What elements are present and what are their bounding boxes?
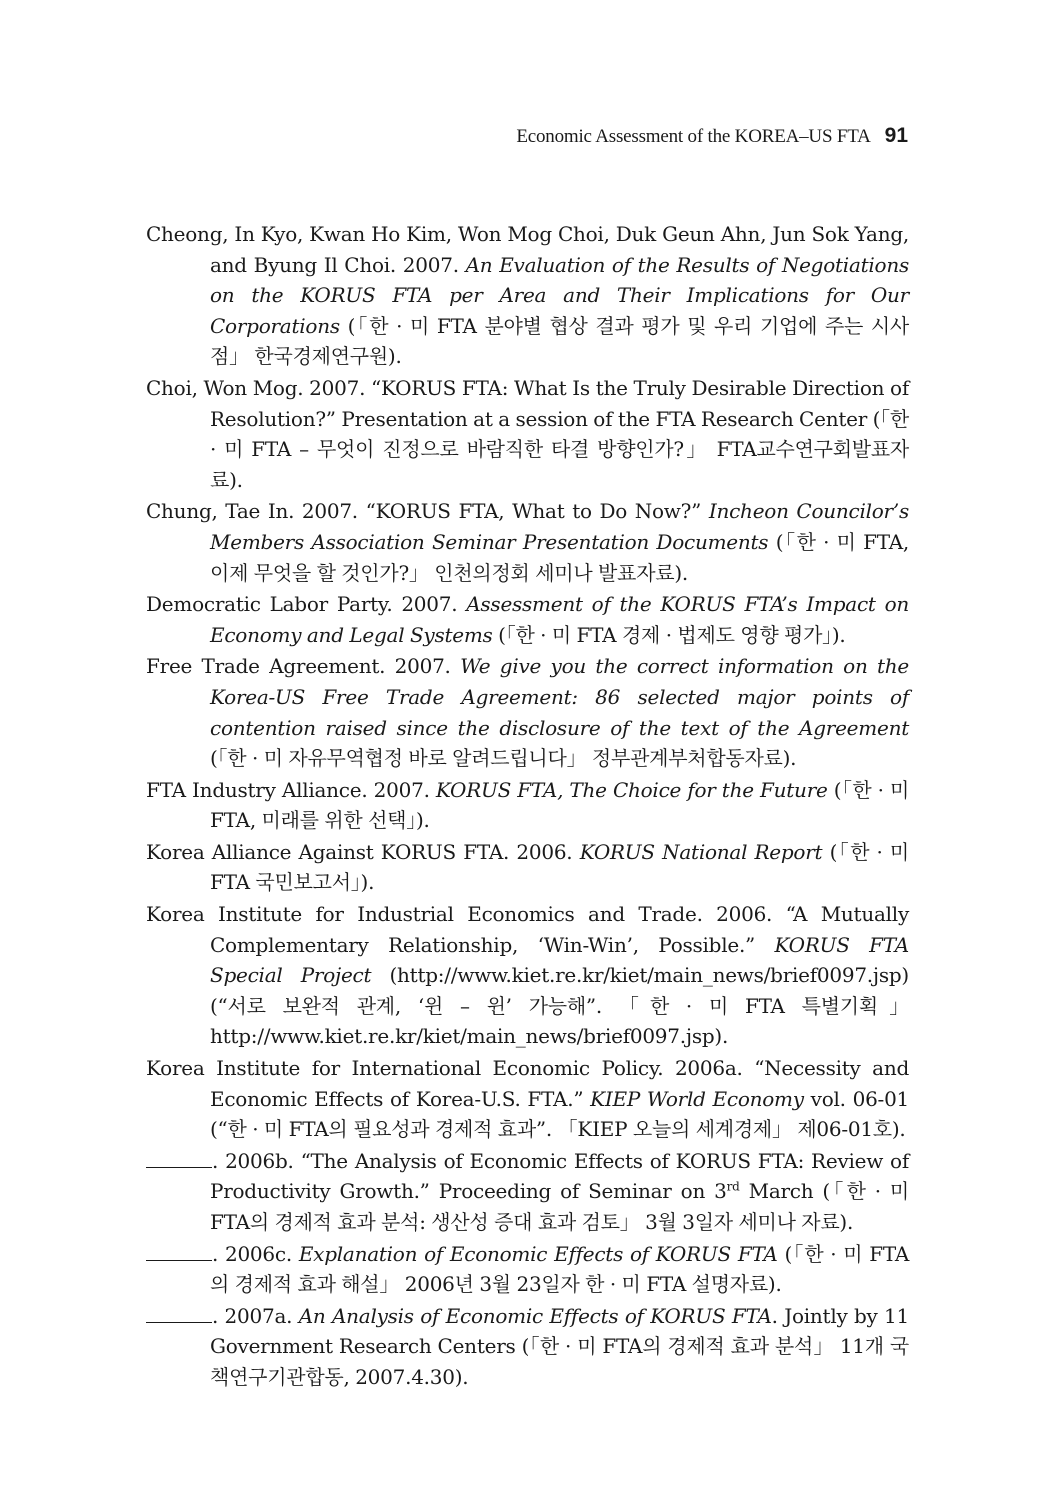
reference-entry [146, 589, 909, 650]
reference-title: An Analysis of Economic Effects of KORUS FTA [298, 1303, 772, 1328]
reference-details: vol. 06-01 (“한 · 미 FTA의 필요성과 경제적 효과”. 「KIEP 오늘의 세계경제」 제06-01호). [210, 1086, 910, 1142]
reference-author: Cheong, In Kyo, Kwan Ho Kim, Won Mog Choi, Duk Geun Ahn, Jun Sok Yang, and Byung Il Choi. 2007. [146, 222, 909, 277]
reference-entry [146, 837, 909, 898]
reference-author: Chung, Tae In. 2007. “KORUS FTA, What to Do Now?” [146, 499, 709, 524]
repeated-author-dash [146, 1302, 212, 1323]
reference-author: Korea Institute for International Economic Policy. 2006a. “Necessity and Economic Effects of Korea-U.S. FTA.” [146, 1056, 909, 1111]
reference-details: (http://www.kiet.re.kr/kiet/main_news/brief0097.jsp) (“서로 보완적 관계, ‘윈 – 윈’ 가능해”. 「한 · 미 FTA 특별기획」 http://www.kiet.re.kr/kiet/main_news/brief0097.jsp). [210, 963, 909, 1049]
reference-title: We give you the correct information on the Korea-US Free Trade Agreement: 86 selected major points of contention raised since the disclosure of the text of the Agreement [210, 654, 909, 740]
reference-title: Assessment of the KORUS FTA’s Impact on Economy and Legal Systems [210, 592, 909, 647]
reference-details: (「한 · 미 자유무역협정 바로 알려드립니다」 정부관계부처합동자료). [210, 746, 797, 771]
reference-title: KIEP World Economy [590, 1086, 804, 1111]
running-header-title: Economic Assessment of the KOREA–US FTA [516, 126, 871, 147]
reference-details: (「한 · 미 FTA, 미래를 위한 선택」). [210, 777, 910, 833]
reference-details: (「한 · 미 FTA, 이제 무엇을 할 것인가?」 인천의정회 세미나 발표자료). [210, 529, 909, 585]
reference-details: (「한 · 미 FTA의 경제적 효과 해설」 2006년 3월 23일자 한 · 미 FTA 설명자료). [210, 1241, 910, 1297]
reference-author: FTA Industry Alliance. 2007. [146, 777, 436, 802]
reference-author: Democratic Labor Party. 2007. [146, 592, 467, 617]
reference-details: (「한 · 미 FTA 국민보고서」). [210, 839, 909, 895]
reference-entry [146, 1239, 909, 1300]
reference-author: . 2006b. “The Analysis of Economic Effects of KORUS FTA: Review of Productivity Growth.” Proceeding of Seminar on 3 [210, 1148, 909, 1204]
reference-title: KORUS National Report [579, 839, 823, 864]
reference-entry [146, 1053, 909, 1145]
reference-details: “KORUS FTA: What Is the Truly Desirable Direction of Resolution?” Presentation at a session of the FTA Research Center (「한 · 미 FTA – 무엇이 진정으로 바람직한 타결 방향인가?」 FTA교수연구회발표자료). [210, 375, 909, 492]
reference-title: Incheon Councilor’s Members Association Seminar Presentation Documents [210, 499, 909, 554]
reference-author: . 2007a. [212, 1303, 299, 1328]
reference-details: (「한 · 미 FTA 분야별 협상 결과 평가 및 우리 기업에 주는 시사점」 한국경제연구원). [210, 313, 909, 369]
reference-list [146, 219, 909, 1394]
reference-author: Free Trade Agreement. 2007. [146, 654, 461, 679]
reference-title: Explanation of Economic Effects of KORUS FTA [298, 1241, 778, 1266]
reference-details: . Jointly by 11 Government Research Centers (「한 · 미 FTA의 경제적 효과 분석」 11개 국책연구기관합동, 2007.4.30). [210, 1303, 909, 1389]
reference-entry [146, 219, 909, 372]
reference-entry [146, 1146, 909, 1238]
running-header [516, 124, 908, 148]
reference-title: KORUS FTA, The Choice for the Future [435, 777, 828, 802]
repeated-author-dash [146, 1147, 212, 1168]
page-number: 91 [884, 124, 908, 147]
reference-title: KORUS FTA Special Project [210, 932, 909, 988]
reference-author: Choi, Won Mog. 2007. [146, 375, 371, 400]
reference-entry [146, 496, 909, 588]
reference-details: (「한 · 미 FTA 경제 · 법제도 영향 평가」). [492, 622, 846, 647]
reference-author: Korea Institute for Industrial Economics and Trade. 2006. “A Mutually Complementary Relationship, ‘Win-Win’, Possible.” [146, 902, 909, 957]
reference-title: An Evaluation of the Results of Negotiations on the KORUS FTA per Area and Their Implications for Our Corporations [210, 252, 909, 338]
reference-entry [146, 651, 909, 773]
repeated-author-dash [146, 1240, 212, 1261]
reference-author: Korea Alliance Against KORUS FTA. 2006. [146, 839, 580, 864]
reference-entry [146, 775, 909, 836]
ordinal-superscript: rd [726, 1179, 740, 1194]
reference-author: . 2006c. [212, 1241, 299, 1266]
reference-entry [146, 1301, 909, 1393]
reference-entry [146, 899, 909, 1052]
reference-details: March (「한 · 미 FTA의 경제적 효과 분석: 생산성 증대 효과 검토」 3월 3일자 세미나 자료). [210, 1179, 909, 1234]
reference-entry [146, 373, 909, 495]
